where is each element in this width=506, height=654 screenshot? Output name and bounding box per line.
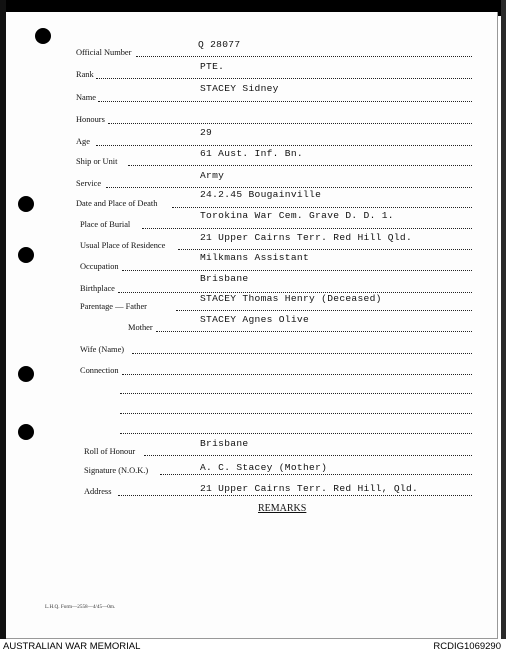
official-number-label: Official Number xyxy=(76,48,132,57)
connection-line-extra xyxy=(120,433,472,434)
punch-hole-icon xyxy=(18,196,34,212)
mother-line xyxy=(156,331,472,332)
address-label: Address xyxy=(84,487,112,496)
punch-hole-icon xyxy=(18,247,34,263)
age-value: 29 xyxy=(200,127,213,138)
service-label: Service xyxy=(76,179,102,188)
mother-value: STACEY Agnes Olive xyxy=(200,314,310,325)
form-code: L.H.Q. Form—2558—4/45—0m. xyxy=(45,604,116,610)
date-place-of-death-line xyxy=(172,207,472,208)
service-value: Army xyxy=(200,170,225,181)
ship-or-unit-value: 61 Aust. Inf. Bn. xyxy=(200,148,303,159)
name-line xyxy=(98,101,472,102)
occupation-line xyxy=(122,270,472,271)
rank-line xyxy=(96,78,472,79)
wife-line xyxy=(132,353,472,354)
address-value: 21 Upper Cairns Terr. Red Hill, Qld. xyxy=(200,483,419,494)
place-of-burial-line xyxy=(142,228,472,229)
connection-label: Connection xyxy=(80,366,119,375)
remarks-heading: REMARKS xyxy=(258,503,307,514)
age-line xyxy=(96,145,472,146)
institution-name: AUSTRALIAN WAR MEMORIAL xyxy=(3,641,141,652)
place-of-burial-label: Place of Burial xyxy=(80,220,131,229)
ship-or-unit-line xyxy=(128,165,472,166)
roll-of-honour-label: Roll of Honour xyxy=(84,447,136,456)
birthplace-label: Birthplace xyxy=(80,284,115,293)
occupation-value: Milkmans Assistant xyxy=(200,252,310,263)
date-place-of-death-value: 24.2.45 Bougainville xyxy=(200,189,322,200)
age-label: Age xyxy=(76,137,90,146)
name-value: STACEY Sidney xyxy=(200,83,279,94)
scan-border-right xyxy=(501,0,506,640)
service-line xyxy=(106,187,472,188)
rank-value: PTE. xyxy=(200,61,225,72)
birthplace-value: Brisbane xyxy=(200,273,249,284)
image-id: RCDIG1069290 xyxy=(433,641,501,652)
record-card xyxy=(6,12,498,639)
signature-line xyxy=(160,474,472,475)
official-number-value: Q 28077 xyxy=(198,39,241,50)
mother-label: Mother xyxy=(128,323,153,332)
roll-of-honour-line xyxy=(144,455,472,456)
punch-hole-icon xyxy=(35,28,51,44)
date-place-of-death-label: Date and Place of Death xyxy=(76,199,158,208)
ship-or-unit-label: Ship or Unit xyxy=(76,157,118,166)
father-line xyxy=(176,310,472,311)
archive-footer xyxy=(0,639,506,654)
honours-label: Honours xyxy=(76,115,105,124)
connection-line-extra xyxy=(120,413,472,414)
wife-label: Wife (Name) xyxy=(80,345,125,354)
roll-of-honour-value: Brisbane xyxy=(200,438,249,449)
punch-hole-icon xyxy=(18,366,34,382)
usual-residence-label: Usual Place of Residence xyxy=(80,241,166,250)
address-line xyxy=(118,495,472,496)
punch-hole-icon xyxy=(18,424,34,440)
official-number-line xyxy=(136,56,472,57)
signature-label: Signature (N.O.K.) xyxy=(84,466,149,475)
father-value: STACEY Thomas Henry (Deceased) xyxy=(200,293,382,304)
signature-value: A. C. Stacey (Mother) xyxy=(200,462,328,473)
occupation-label: Occupation xyxy=(80,262,119,271)
connection-line-extra xyxy=(120,393,472,394)
usual-residence-line xyxy=(178,249,472,250)
usual-residence-value: 21 Upper Cairns Terr. Red Hill Qld. xyxy=(200,232,413,243)
place-of-burial-value: Torokina War Cem. Grave D. D. 1. xyxy=(200,210,394,221)
father-label: Parentage — Father xyxy=(80,302,147,311)
name-label: Name xyxy=(76,93,96,102)
rank-label: Rank xyxy=(76,70,94,79)
honours-line xyxy=(108,123,472,124)
connection-line xyxy=(122,374,472,375)
